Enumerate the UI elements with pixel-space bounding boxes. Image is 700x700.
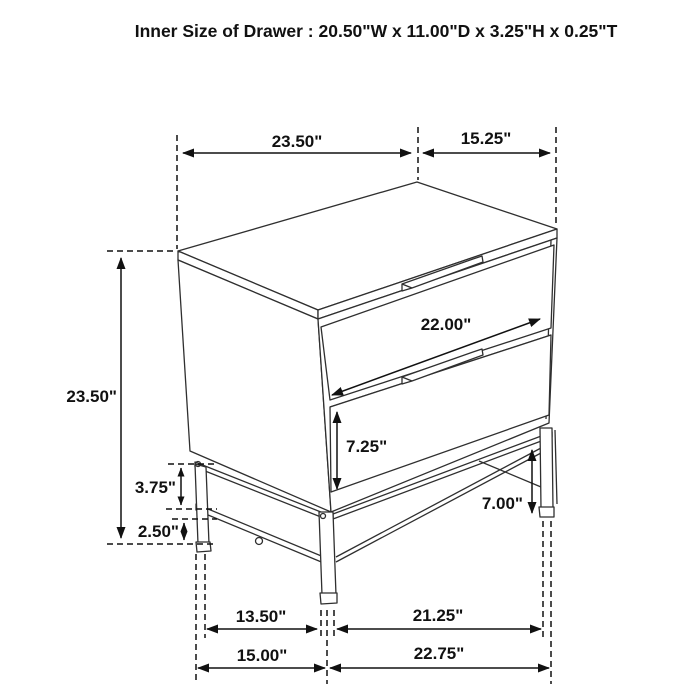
leg-front-center-foot xyxy=(320,593,337,604)
stretcher-screw xyxy=(256,538,263,545)
label-top-depth: 15.25" xyxy=(460,129,512,148)
leg-front-right-foot xyxy=(539,507,554,517)
label-leg-height: 7.00" xyxy=(481,494,523,513)
leg-front-right xyxy=(540,428,553,509)
leg-rear-right-edge xyxy=(555,430,557,504)
nightstand-illustration xyxy=(178,182,557,604)
label-overall-height: 23.50" xyxy=(66,387,117,406)
label-bottom-inner-left: 13.50" xyxy=(235,607,287,626)
label-top-width: 23.50" xyxy=(271,132,323,151)
label-drawer-width: 22.00" xyxy=(420,315,472,334)
label-bottom-outer-right: 22.75" xyxy=(413,644,465,663)
label-bottom-outer-left: 15.00" xyxy=(236,646,288,665)
leg-front-center xyxy=(319,512,336,595)
page-title: Inner Size of Drawer : 20.50"W x 11.00"D x 3.25"H x 0.25"T xyxy=(134,21,618,41)
label-floor-clearance: 2.50" xyxy=(137,522,179,541)
leg-rear-left xyxy=(195,464,209,544)
label-bottom-inner-right: 21.25" xyxy=(412,606,464,625)
label-drawer-height: 7.25" xyxy=(346,437,388,456)
label-frame-clearance: 3.75" xyxy=(134,478,176,497)
